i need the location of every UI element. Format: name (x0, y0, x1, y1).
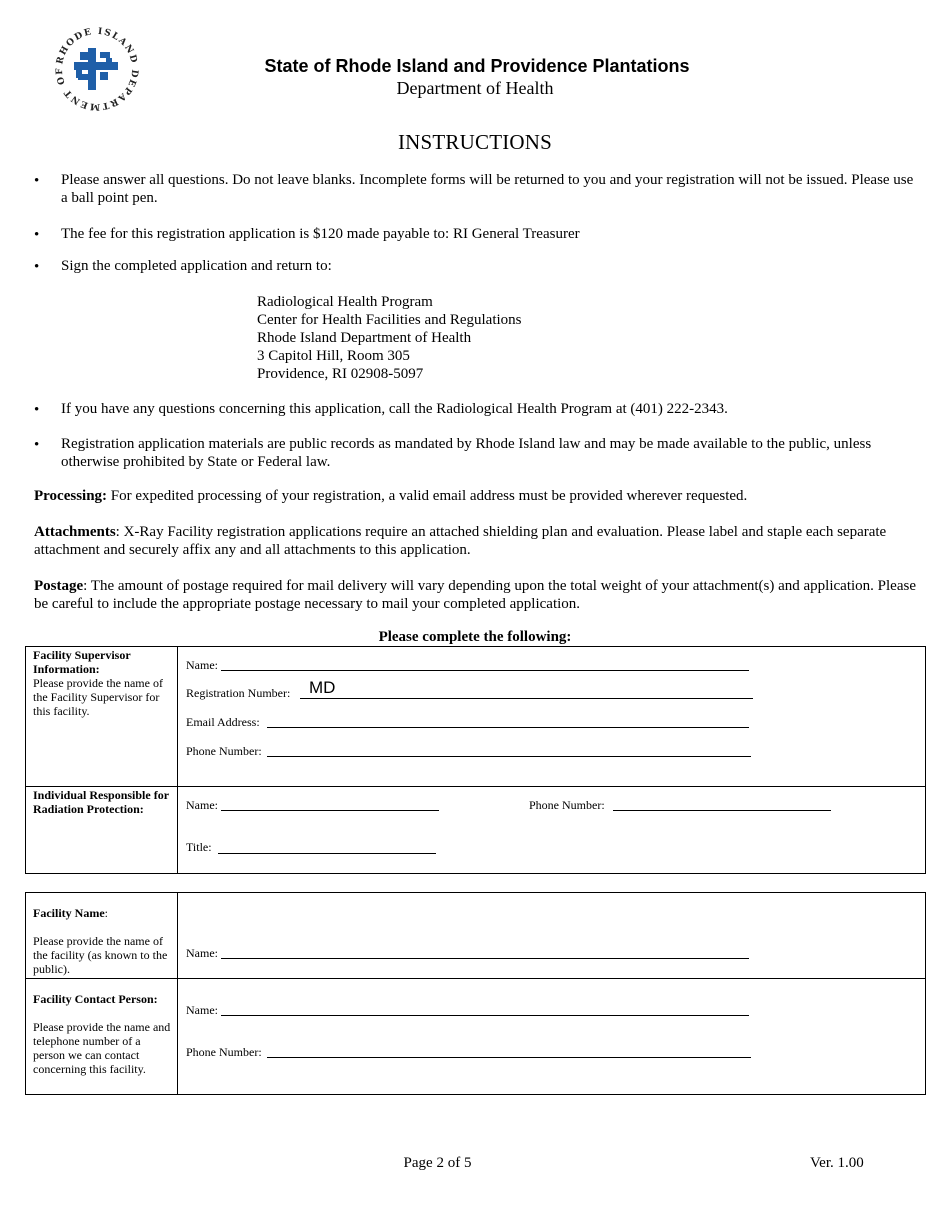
bullet-dot: • (34, 259, 40, 275)
contact-name-label: Name: (186, 1003, 218, 1017)
attachments-paragraph (34, 523, 924, 559)
bullet-dot: • (34, 402, 40, 418)
address-line: Radiological Health Program (257, 294, 433, 310)
supervisor-info-label (33, 648, 173, 718)
facility-name-label: Name: (186, 946, 218, 960)
email-address-field[interactable] (267, 727, 749, 728)
supervisor-heading: Facility Supervisor Information: (33, 648, 131, 676)
processing-paragraph (34, 487, 924, 505)
processing-label: Processing: (34, 488, 108, 504)
registration-number-value: MD (309, 678, 336, 697)
instruction-answer-all: Please answer all questions. Do not leave blanks. Incomplete forms will be returned to you and your registration will not be issued. Please use a ball point pen. (61, 172, 914, 206)
instruction-questions: If you have any questions concerning this application, call the Radiological Health Program at (401) 222-2343. (61, 401, 728, 417)
contact-phone-field[interactable] (267, 1057, 751, 1058)
table-divider (25, 786, 926, 787)
supervisor-name-label: Name: (186, 658, 218, 672)
supervisor-description: Please provide the name of the Facility Supervisor for this facility. (33, 676, 163, 718)
svg-text:RHODE ISLAND DEPARTMENT OF HEA: RHODE ISLAND DEPARTMENT OF (54, 26, 140, 112)
registration-number-field[interactable] (300, 698, 753, 699)
table-divider (177, 892, 178, 1095)
postage-paragraph (34, 577, 924, 613)
responsible-title-field[interactable] (218, 853, 436, 854)
department-title: Department of Health (396, 78, 554, 98)
responsible-name-field[interactable] (221, 810, 439, 811)
contact-person-heading: Facility Contact Person: (33, 992, 158, 1006)
email-address-label: Email Address: (186, 715, 260, 729)
address-line: Providence, RI 02908-5097 (257, 366, 424, 382)
facility-name-heading: Facility Name (33, 906, 105, 920)
supervisor-phone-field[interactable] (267, 756, 751, 757)
instruction-public-records: Registration application materials are public records as mandated by Rhode Island law and may be made available to the public, unless otherwise prohibited by State or Federal law. (61, 436, 872, 470)
table-divider (25, 978, 926, 979)
facility-name-info-label (33, 906, 173, 976)
responsible-phone-label: Phone Number: (529, 798, 605, 812)
table-divider (177, 646, 178, 874)
instruction-sign-return: Sign the completed application and return to: (61, 258, 332, 274)
form-title: Please complete the following: (378, 629, 572, 645)
registration-number-label: Registration Number: (186, 686, 291, 700)
responsible-title-label: Title: (186, 840, 212, 854)
responsible-label (33, 788, 173, 816)
state-title: State of Rhode Island and Providence Plantations (264, 56, 690, 76)
contact-person-description: Please provide the name and telephone number of a person we can contact concerning this facility. (33, 1020, 171, 1076)
address-line: 3 Capitol Hill, Room 305 (257, 348, 410, 364)
mailing-address (257, 293, 522, 383)
contact-name-field[interactable] (221, 1015, 749, 1016)
instructions-heading: INSTRUCTIONS (397, 130, 553, 154)
attachments-text: : X-Ray Facility registration applications require an attached shielding plan and evaluation. Please label and staple each separate attachment and securely affix any and all attachments to this application. (34, 524, 887, 558)
facility-name-field[interactable] (221, 958, 749, 959)
contact-phone-label: Phone Number: (186, 1045, 262, 1059)
bullet-dot: • (34, 437, 40, 453)
attachments-label: Attachments (34, 524, 116, 540)
instruction-fee: The fee for this registration application is $120 made payable to: RI General Treasurer (61, 226, 580, 242)
responsible-phone-field[interactable] (613, 810, 831, 811)
supervisor-name-field[interactable] (221, 670, 749, 671)
supervisor-phone-label: Phone Number: (186, 744, 262, 758)
page-number: Page 2 of 5 (403, 1155, 472, 1171)
contact-person-info-label (33, 992, 173, 1076)
bullet-dot: • (34, 227, 40, 243)
responsible-heading: Individual Responsible for Radiation Protection: (33, 788, 169, 816)
processing-text: For expedited processing of your registration, a valid email address must be provided wherever requested. (107, 488, 748, 504)
address-line: Center for Health Facilities and Regulations (257, 312, 522, 328)
postage-text: : The amount of postage required for mail delivery will vary depending upon the total weight of your attachment(s) and application. Please be careful to include the appropriate postage necessary to mail your completed application. (34, 578, 916, 612)
bullet-dot: • (34, 173, 40, 189)
heading-colon: : (104, 906, 108, 920)
version-label: Ver. 1.00 (810, 1155, 864, 1171)
facility-name-description: Please provide the name of the facility (as known to the public). (33, 934, 168, 976)
postage-label: Postage (34, 578, 84, 594)
address-line: Rhode Island Department of Health (257, 330, 472, 346)
responsible-name-label: Name: (186, 798, 218, 812)
